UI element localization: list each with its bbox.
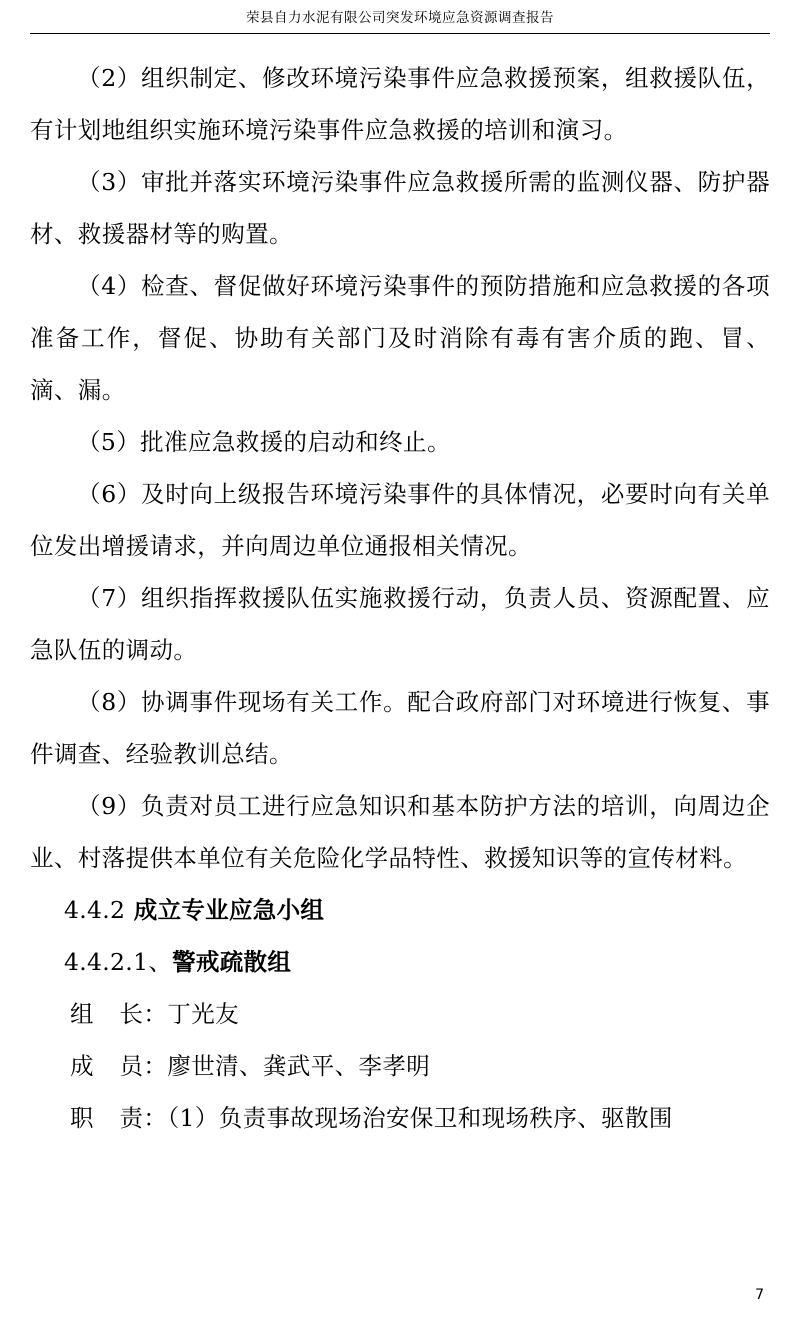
header-divider [30, 33, 770, 34]
roster-value-duties: （1）负责事故现场治安保卫和现场秩序、驱散围 [167, 1104, 673, 1132]
section-heading-number: 4.4.2 [64, 896, 126, 924]
paragraph-item-7: （7）组织指挥救援队伍实施救援行动，负责人员、资源配置、应急队伍的调动。 [30, 584, 770, 664]
page-number: 7 [755, 1287, 764, 1303]
header-title: 荣县自力水泥有限公司突发环境应急资源调查报告 [246, 10, 554, 26]
roster-line-leader [30, 988, 770, 1040]
roster-label-2: 成 [70, 1052, 120, 1080]
paragraph-item-8: （8）协调事件现场有关工作。配合政府部门对环境进行恢复、事件调查、经验教训总结。 [30, 688, 770, 768]
paragraph-item-3: （3）审批并落实环境污染事件应急救援所需的监测仪器、防护器材、救援器材等的购置。 [30, 168, 770, 248]
roster-value-leader: 丁光友 [167, 1000, 240, 1028]
section-heading-text: 成立专业应急小组 [133, 896, 325, 924]
document-body [30, 52, 770, 1144]
paragraph-item-2: （2）组织制定、修改环境污染事件应急救援预案，组救援队伍，有计划地组织实施环境污染事件应急救援的培训和演习。 [30, 64, 770, 144]
roster-line-members [30, 1040, 770, 1092]
roster-label-1b: 长 [119, 1000, 144, 1028]
subsection-heading-number: 4.4.2.1、 [64, 948, 173, 976]
roster-label-1: 组 [70, 1000, 120, 1028]
roster-label-2b: 员 [119, 1052, 144, 1080]
roster-label-3: 职 [70, 1104, 120, 1132]
roster-separator-3: ： [143, 1104, 168, 1132]
roster-value-members: 廖世清、龚武平、李孝明 [167, 1052, 431, 1080]
subsection-heading-text: 警戒疏散组 [172, 948, 292, 976]
section-heading-4-4-2-1 [30, 936, 770, 988]
page-header [0, 0, 800, 40]
paragraph-item-9: （9）负责对员工进行应急知识和基本防护方法的培训，向周边企业、村落提供本单位有关危险化学品特性、救援知识等的宣传材料。 [30, 792, 770, 872]
paragraph-item-5: （5）批准应急救援的启动和终止。 [77, 428, 451, 456]
roster-separator-2: ： [143, 1052, 168, 1080]
section-heading-4-4-2 [30, 884, 770, 936]
roster-label-3b: 责 [119, 1104, 144, 1132]
roster-line-duties [30, 1092, 770, 1144]
paragraph-item-6: （6）及时向上级报告环境污染事件的具体情况，必要时向有关单位发出增援请求，并向周边单位通报相关情况。 [30, 480, 770, 560]
roster-separator-1: ： [143, 1000, 168, 1028]
paragraph-item-4: （4）检查、督促做好环境污染事件的预防措施和应急救援的各项准备工作，督促、协助有关部门及时消除有毒有害介质的跑、冒、滴、漏。 [30, 272, 770, 404]
